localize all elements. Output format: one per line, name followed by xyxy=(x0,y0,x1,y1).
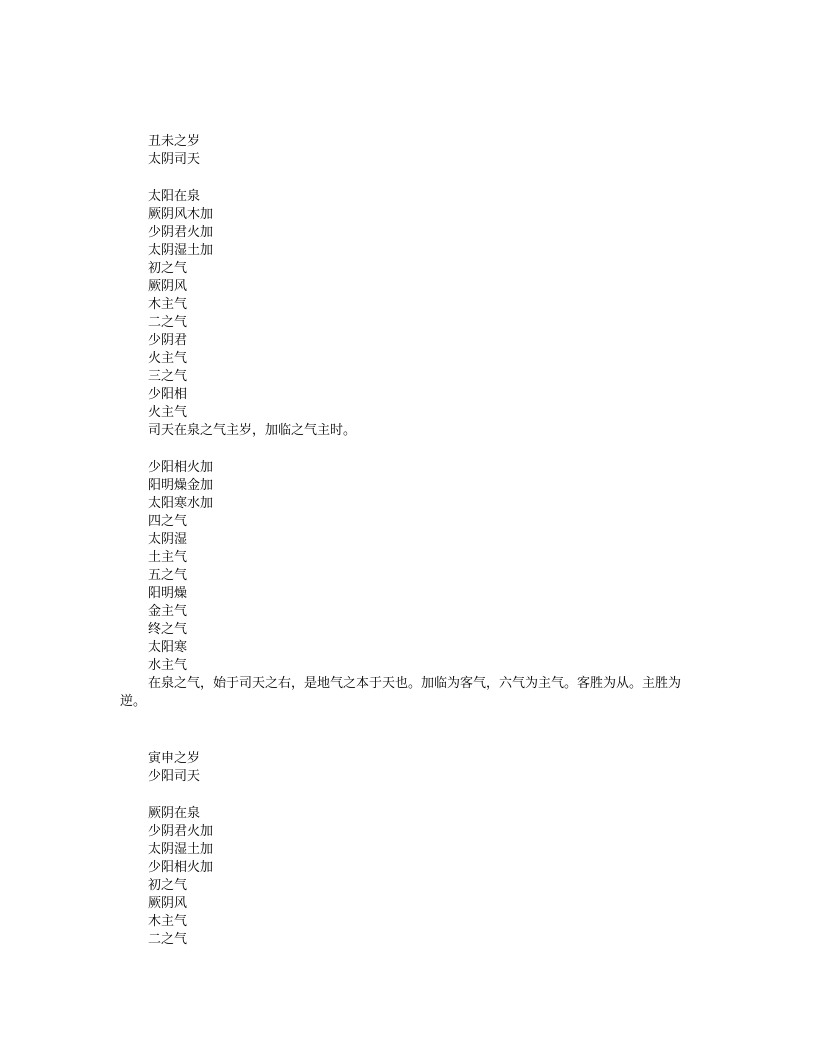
text-line: 寅申之岁 xyxy=(148,751,201,766)
text-line: 火主气 xyxy=(148,405,188,420)
text-line: 木主气 xyxy=(148,297,188,312)
text-line: 阳明燥 xyxy=(148,586,188,601)
text-line: 四之气 xyxy=(148,514,188,529)
text-line: 终之气 xyxy=(148,622,188,637)
text-line: 少阳司天 xyxy=(148,769,201,784)
text-line: 厥阴风 xyxy=(148,279,188,294)
text-line: 少阳相火加 xyxy=(148,460,214,475)
paragraph: 在泉之气，始于司天之右，是地气之本于天也。加临为客气，六气为主气。客胜为从。主胜为逆。 xyxy=(120,676,682,709)
text-line: 火主气 xyxy=(148,351,188,366)
section-yin-shen-qi-list xyxy=(120,805,700,949)
text-line: 少阴君火加 xyxy=(148,225,214,240)
text-line: 阳明燥金加 xyxy=(148,478,214,493)
text-line: 五之气 xyxy=(148,568,188,583)
text-line: 厥阴在泉 xyxy=(148,806,201,821)
text-line: 丑未之岁 xyxy=(148,134,201,149)
text-line: 少阴君 xyxy=(148,333,188,348)
text-line: 二之气 xyxy=(148,315,188,330)
text-line: 初之气 xyxy=(148,878,188,893)
text-line: 太阴湿 xyxy=(148,532,188,547)
text-line: 金主气 xyxy=(148,604,188,619)
text-line: 水主气 xyxy=(148,658,188,673)
text-line: 初之气 xyxy=(148,261,188,276)
text-line: 二之气 xyxy=(148,932,188,947)
text-line: 太阴司天 xyxy=(148,152,201,167)
text-line: 太阳寒水加 xyxy=(148,496,214,511)
section-chou-wei-qi-list-continued xyxy=(120,459,700,711)
section-chou-wei-year xyxy=(120,133,700,169)
text-line: 太阴湿土加 xyxy=(148,842,214,857)
section-yin-shen-year xyxy=(120,750,700,786)
text-line: 厥阴风木加 xyxy=(148,207,214,222)
text-line: 少阳相 xyxy=(148,387,188,402)
section-chou-wei-qi-list xyxy=(120,188,700,440)
text-line: 太阳在泉 xyxy=(148,189,201,204)
text-line: 厥阴风 xyxy=(148,896,188,911)
text-line: 太阴湿土加 xyxy=(148,243,214,258)
text-line: 司天在泉之气主岁，加临之气主时。 xyxy=(148,423,357,438)
text-line: 少阴君火加 xyxy=(148,824,214,839)
text-line: 土主气 xyxy=(148,550,188,565)
text-line: 少阳相火加 xyxy=(148,860,214,875)
text-line: 三之气 xyxy=(148,369,188,384)
text-line: 木主气 xyxy=(148,914,188,929)
text-line: 太阳寒 xyxy=(148,640,188,655)
